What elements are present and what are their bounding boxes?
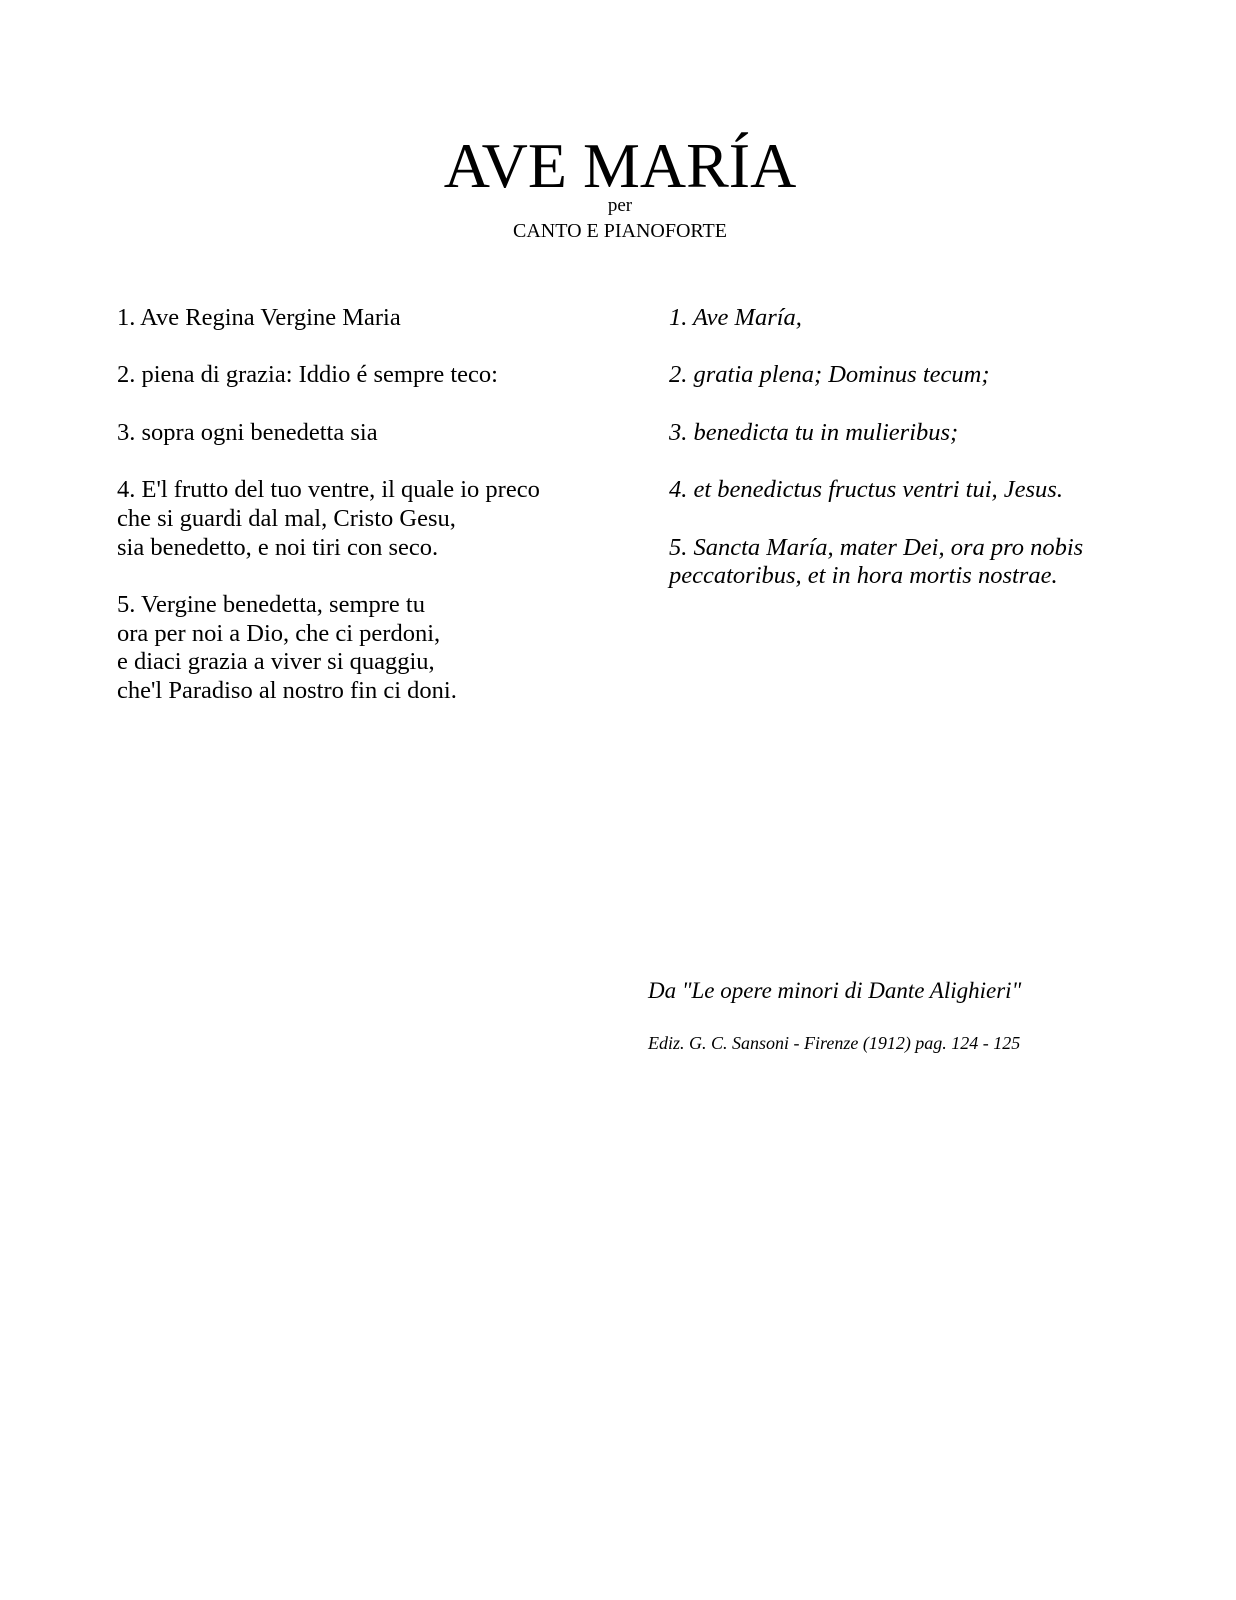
verse-line: 3. benedicta tu in mulieribus; — [669, 418, 959, 446]
italian-text-column — [117, 304, 540, 734]
stanza — [117, 419, 540, 448]
subtitle-per: per — [607, 195, 633, 216]
verse-line: e diaci grazia a viver si quaggiu, — [117, 648, 435, 676]
verse-line: 4. E'l frutto del tuo ventre, il quale io preco — [117, 476, 540, 504]
verse-line: 2. gratia plena; Dominus tecum; — [669, 361, 990, 389]
verse-line: ora per noi a Dio, che ci perdoni, — [117, 619, 441, 647]
verse-line: 5. Sancta María, mater Dei, ora pro nobis — [669, 533, 1084, 561]
page-title: AVE MARÍA — [443, 130, 797, 201]
stanza — [669, 304, 1083, 333]
stanza — [669, 476, 1083, 505]
verse-line: 1. Ave María, — [669, 304, 802, 331]
verse-line: che'l Paradiso al nostro fin ci doni. — [117, 677, 457, 705]
stanza — [117, 476, 540, 562]
stanza — [117, 361, 540, 390]
verse-line: 3. sopra ogni benedetta sia — [117, 418, 378, 446]
stanza — [669, 419, 1083, 448]
verse-line: 1. Ave Regina Vergine Maria — [117, 304, 401, 331]
verse-line: 5. Vergine benedetta, sempre tu — [117, 590, 425, 618]
subtitle: CANTO E PIANOFORTE — [513, 220, 727, 242]
stanza — [117, 304, 540, 333]
latin-text-column — [669, 304, 1083, 620]
source-citation: Da "Le opere minori di Dante Alighieri" — [648, 978, 1022, 1003]
verse-line: peccatoribus, et in hora mortis nostrae. — [669, 562, 1058, 590]
verse-line: sia benedetto, e noi tiri con seco. — [117, 533, 439, 561]
verse-line: che si guardi dal mal, Cristo Gesu, — [117, 504, 456, 532]
verse-line: 2. piena di grazia: Iddio é sempre teco: — [117, 361, 498, 389]
verse-line: 4. et benedictus fructus ventri tui, Jesus. — [669, 476, 1063, 504]
stanza — [669, 534, 1083, 591]
edition-citation: Ediz. G. C. Sansoni - Firenze (1912) pag. 124 - 125 — [648, 1033, 1021, 1053]
stanza — [117, 591, 540, 706]
stanza — [669, 361, 1083, 390]
